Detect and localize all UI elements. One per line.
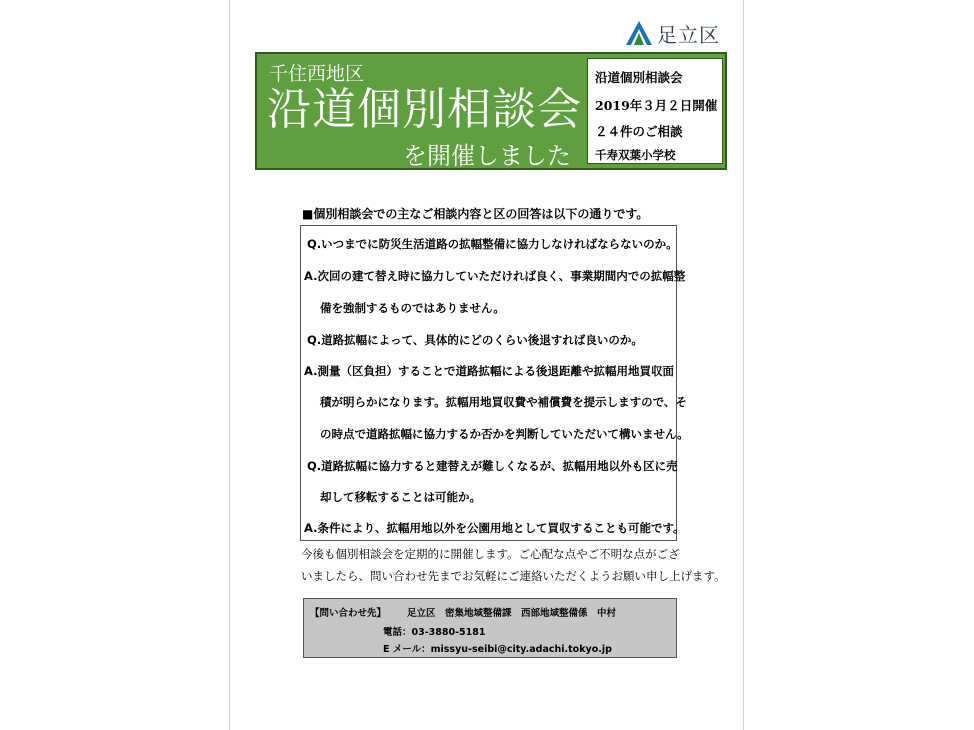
qa-line: A.条件により、拡幅用地以外を公園用地として買収することも可能です。	[304, 521, 685, 535]
qa-line: A.測量（区負担）することで道路拡幅による後退距離や拡幅用地買収面	[304, 364, 674, 378]
qa-line: Q.道路拡幅によって、具体的にどのくらい後退すれば良いのか。	[307, 333, 643, 347]
contact-box	[303, 598, 677, 658]
closing-text: いましたら、問い合わせ先までお気軽にご連絡いただくようお願い申し上げます。	[301, 569, 726, 583]
qa-line: の時点で道路拡幅に協力するか否かを判断していただいて構いません。	[320, 427, 689, 441]
banner-title-area	[257, 54, 585, 168]
info-venue: 千寿双葉小学校	[595, 148, 676, 162]
qa-line: A.次回の建て替え時に協力していただければ良く、事業期間内での拡幅整	[304, 269, 686, 283]
qa-line: 却して移転することは可能か。	[320, 490, 481, 504]
event-subtitle: を開催しました	[403, 142, 571, 170]
closing-text: 今後も個別相談会を定期的に開催します。ご心配な点やご不明な点がござ	[301, 547, 680, 561]
info-count: ２４件のご相談	[595, 124, 683, 139]
qa-line: 積が明らかになります。拡幅用地買収費や補償費を提示しますので、そ	[320, 395, 687, 409]
contact-label: 【問い合わせ先】	[310, 608, 387, 619]
adachi-ward-mark-icon	[625, 20, 653, 46]
qa-line: Q.道路拡幅に協力すると建替えが難しくなるが、拡幅用地以外も区に売	[307, 459, 678, 473]
qa-line: Q.いつまでに防災生活道路の拡幅整備に協力しなければならないのか。	[307, 237, 678, 251]
document-page	[229, 0, 744, 730]
info-event-name: 沿道個別相談会	[595, 70, 683, 85]
info-date: 2019年３月２日開催	[595, 98, 718, 113]
qa-box	[300, 225, 689, 541]
district-name: 千住西地区	[269, 63, 365, 85]
event-title: 沿道個別相談会	[267, 84, 582, 135]
contact-phone: 電話：03-3880-5181	[383, 627, 486, 638]
title-banner	[255, 52, 727, 170]
contact-email: E メール：missyu-seibi@city.adachi.tokyo.jp	[383, 644, 612, 655]
qa-line: 備を強制するものではありません。	[320, 301, 505, 315]
ward-name: 足立区	[657, 22, 720, 47]
event-info-box	[587, 58, 723, 164]
ward-logo	[625, 18, 720, 48]
qa-intro: ■個別相談会での主なご相談内容と区の回答は以下の通りです。	[302, 207, 649, 221]
contact-department: 足立区 密集地域整備課 西部地域整備係 中村	[407, 608, 617, 619]
